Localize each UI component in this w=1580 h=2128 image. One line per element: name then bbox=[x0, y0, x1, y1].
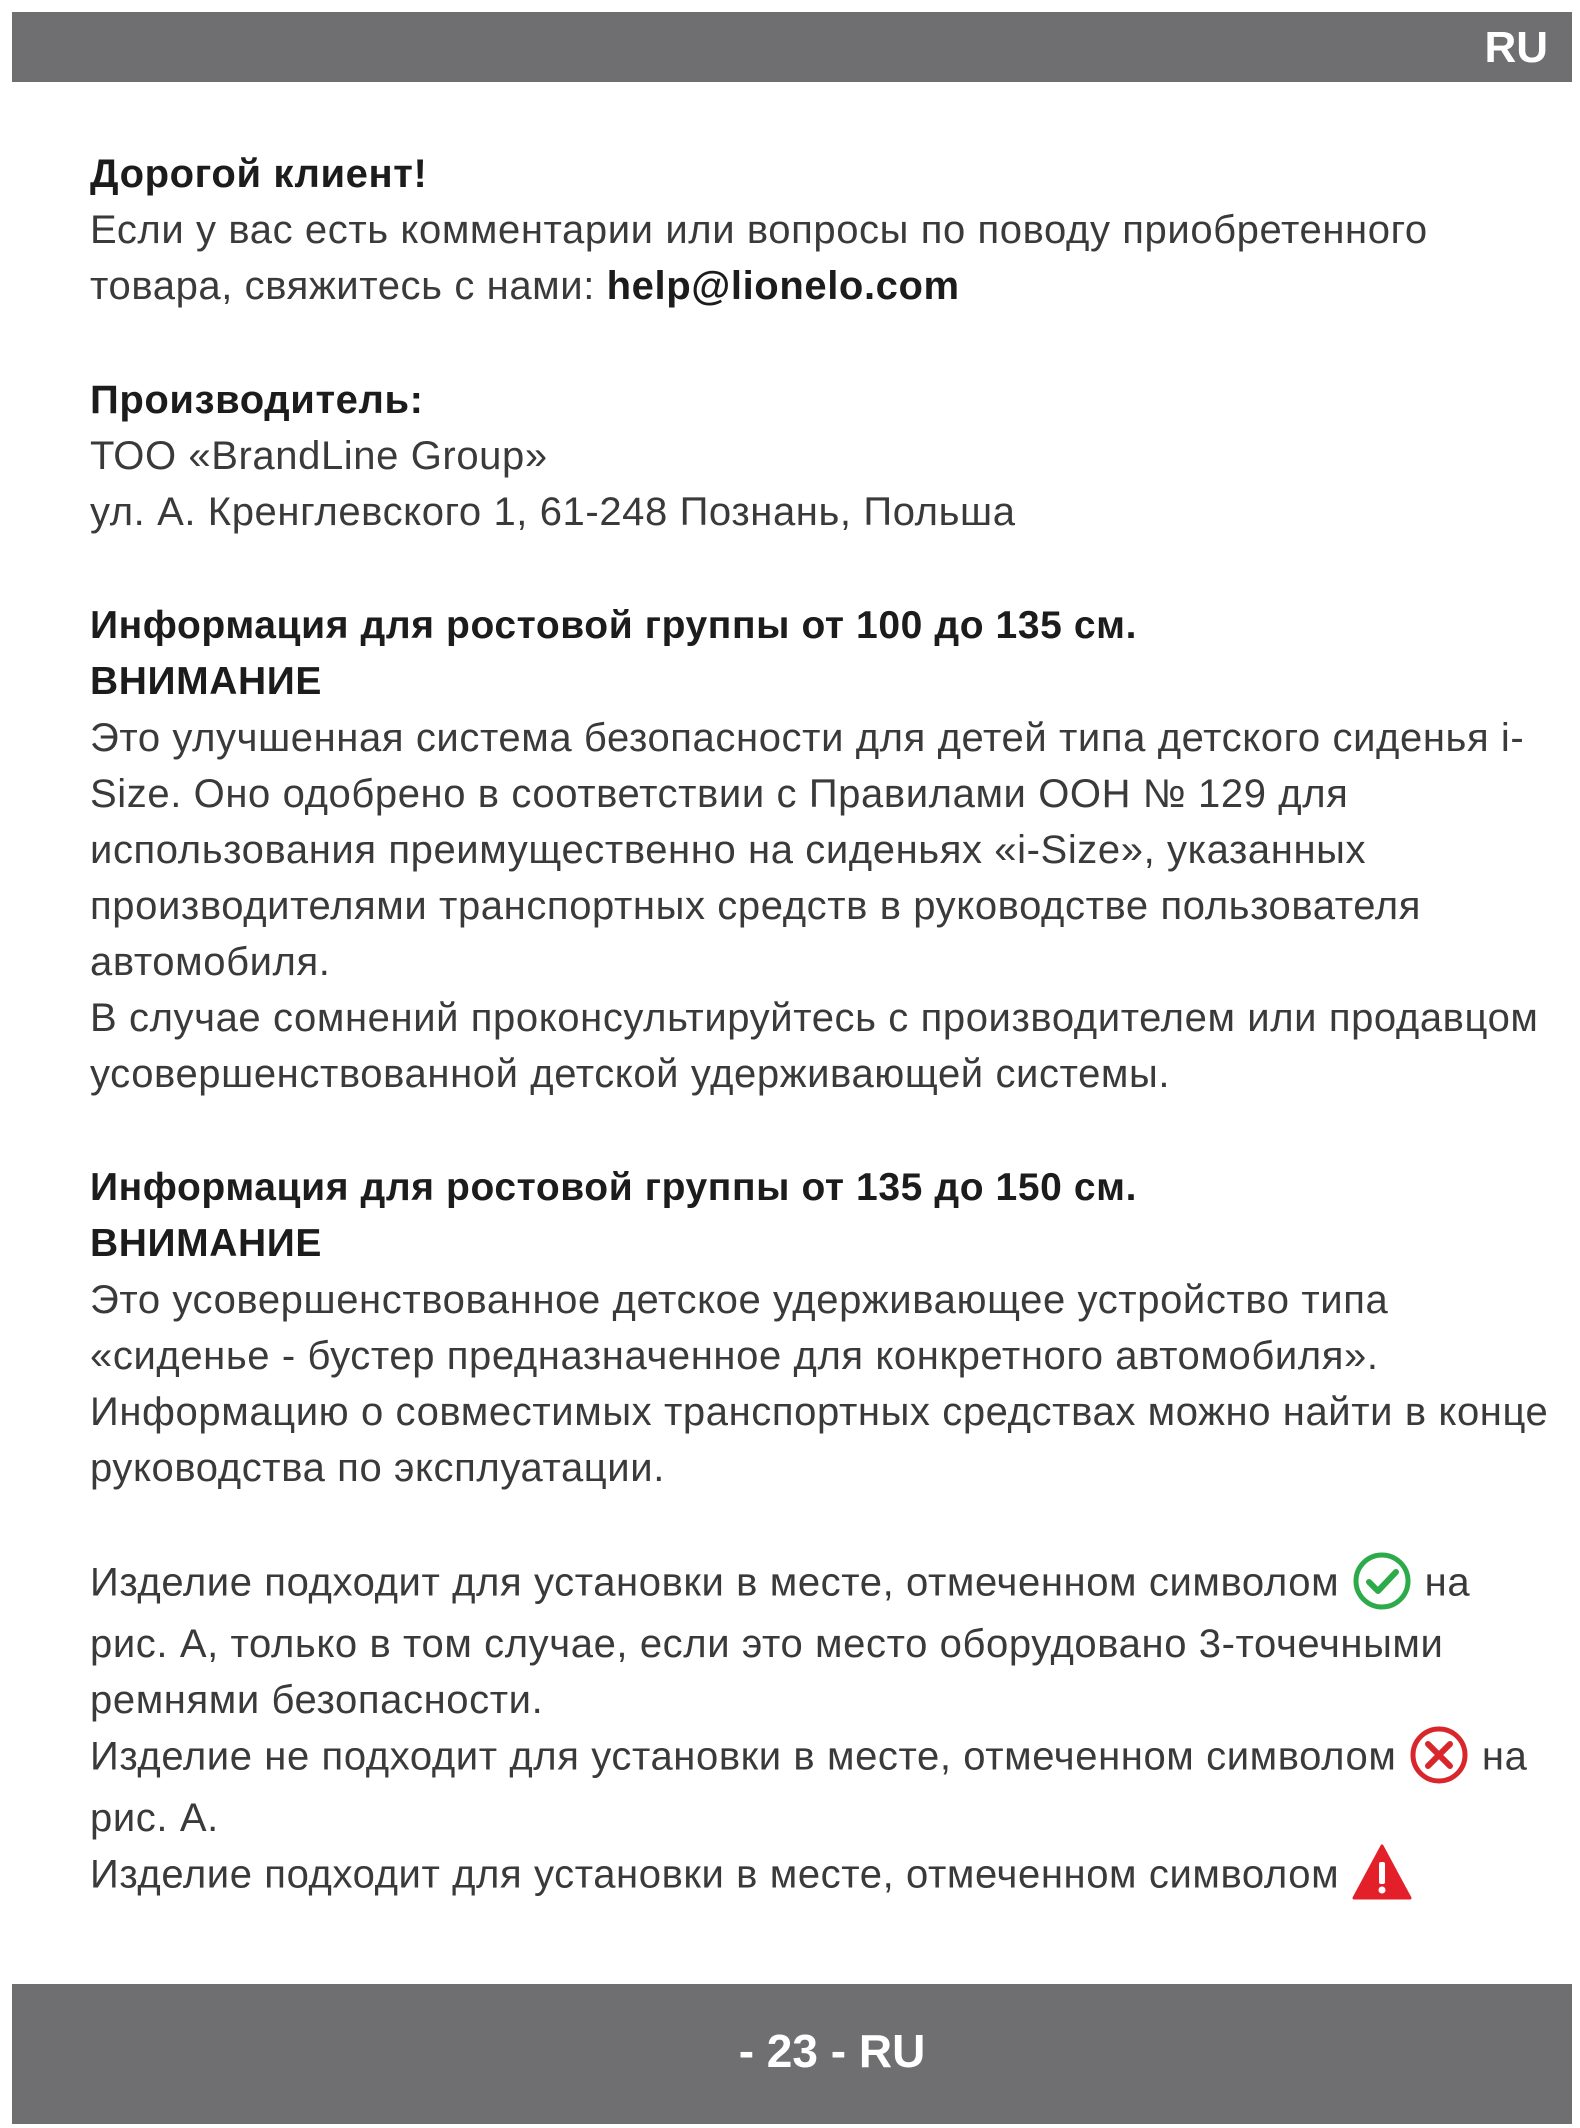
install-ok-text-after: на рис. A, только в том случае, если это место оборудовано 3-точечными ремнями безопасности. bbox=[90, 1560, 1471, 1722]
warning-triangle-icon bbox=[1351, 1842, 1413, 1904]
group2-text: Это усовершенствованное детское удерживающее устройство типа «сиденье - бустер предназначенное для конкретного автомобиля». Информацию о совместимых транспортных средствах можно найти в конце руководства по эксплуатации. bbox=[90, 1278, 1549, 1490]
install-warn-paragraph bbox=[90, 1846, 1550, 1908]
install-not-ok-text-after: на рис. A. bbox=[90, 1734, 1528, 1840]
install-not-ok-paragraph bbox=[90, 1728, 1550, 1846]
language-label: RU bbox=[1484, 23, 1548, 72]
manufacturer-title: Производитель: bbox=[90, 378, 424, 422]
group1-warning: ВНИМАНИЕ bbox=[90, 660, 323, 703]
manufacturer-address: ул. А. Кренглевского 1, 61-248 Познань, Польша bbox=[90, 490, 1016, 534]
footer-bar bbox=[12, 1984, 1572, 2124]
install-warn-text: Изделие подходит для установки в месте, отмеченном символом bbox=[90, 1852, 1351, 1897]
dear-client-body: Если у вас есть комментарии или вопросы по поводу приобретенного товара, свяжитесь с нами: bbox=[90, 208, 1428, 308]
group1-text: Это улучшенная система безопасности для детей типа детского сиденья i-Size. Оно одобрено в соответствии с Правилами ООН № 129 для использования преимущественно на сиденьях «i-Size», указанных производителями транспортных средств в руководстве пользователя автомобиля. bbox=[90, 716, 1525, 984]
group2-title: Информация для ростовой группы от 135 до 150 см. bbox=[90, 1166, 1138, 1209]
dear-client-title: Дорогой клиент! bbox=[90, 152, 428, 196]
manufacturer-name: ТОО «BrandLine Group» bbox=[90, 434, 548, 478]
page-number: - 23 - RU bbox=[738, 2025, 926, 2077]
install-ok-paragraph bbox=[90, 1554, 1550, 1728]
contact-email[interactable]: help@lionelo.com bbox=[606, 264, 960, 308]
header-bar bbox=[12, 12, 1572, 82]
install-not-ok-text: Изделие не подходит для установки в месте, отмеченном символом bbox=[90, 1734, 1409, 1779]
check-circle-icon bbox=[1351, 1550, 1413, 1612]
install-ok-text: Изделие подходит для установки в месте, отмеченном символом bbox=[90, 1560, 1351, 1605]
group1-advice: В случае сомнений проконсультируйтесь с производителем или продавцом усовершенствованной детской удерживающей системы. bbox=[90, 996, 1539, 1096]
x-circle-icon bbox=[1408, 1724, 1470, 1786]
group1-title: Информация для ростовой группы от 100 до 135 см. bbox=[90, 604, 1138, 647]
group2-warning: ВНИМАНИЕ bbox=[90, 1222, 323, 1265]
dear-client-text bbox=[90, 202, 1550, 314]
page-content bbox=[90, 146, 1550, 1908]
